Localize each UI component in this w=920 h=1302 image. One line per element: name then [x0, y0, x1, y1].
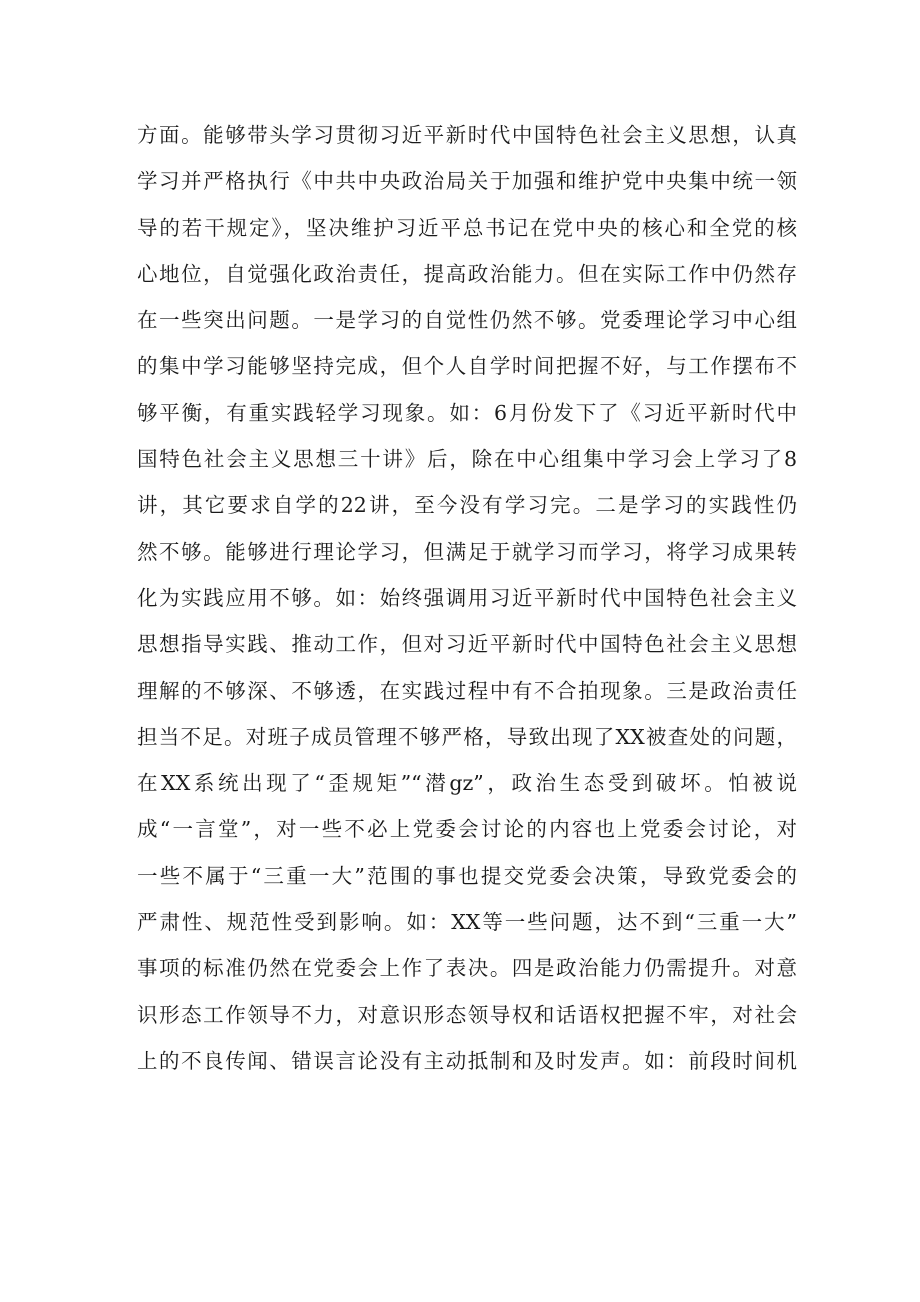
text-line: 担当不足。对班子成员管理不够严格，导致出现了XX被查处的问题，: [137, 724, 797, 749]
text-line: 在一些突出问题。一是学习的自觉性仍然不够。党委理论学习中心组: [137, 308, 797, 333]
body-paragraph: [137, 112, 797, 1084]
text-line: 的集中学习能够坚持完成，但个人自学时间把握不好，与工作摆布不: [137, 354, 797, 379]
text-line: 一些不属于“三重一大”范围的事也提交党委会决策，导致党委会的: [137, 863, 797, 888]
text-line: 够平衡，有重实践轻学习现象。如：6月份发下了《习近平新时代中: [137, 400, 797, 425]
text-line: 在XX系统出现了“歪规矩”“潜gz”，政治生态受到破坏。怕被说: [137, 771, 797, 796]
text-line: 然不够。能够进行理论学习，但满足于就学习而学习，将学习成果转: [137, 539, 797, 564]
text-line: 方面。能够带头学习贯彻习近平新时代中国特色社会主义思想，认真: [137, 123, 797, 147]
text-line: 思想指导实践、推动工作，但对习近平新时代中国特色社会主义思想: [137, 632, 797, 657]
text-line: 学习并严格执行《中共中央政治局关于加强和维护党中央集中统一领: [137, 169, 797, 194]
text-line: 严肃性、规范性受到影响。如：XX等一些问题，达不到“三重一大”: [137, 910, 797, 935]
text-line: 心地位，自觉强化政治责任，提高政治能力。但在实际工作中仍然存: [137, 261, 797, 286]
text-line: 讲，其它要求自学的22讲，至今没有学习完。二是学习的实践性仍: [137, 493, 797, 518]
text-line: 国特色社会主义思想三十讲》后，除在中心组集中学习会上学习了8: [137, 447, 797, 472]
text-line: 化为实践应用不够。如：始终强调用习近平新时代中国特色社会主义: [137, 585, 797, 610]
text-line: 导的若干规定》，坚决维护习近平总书记在党中央的核心和全党的核: [137, 215, 797, 240]
text-line: 上的不良传闻、错误言论没有主动抵制和及时发声。如：前段时间机: [137, 1048, 797, 1073]
text-line: 识形态工作领导不力，对意识形态领导权和话语权把握不牢，对社会: [137, 1002, 797, 1027]
text-line: 理解的不够深、不够透，在实践过程中有不合拍现象。三是政治责任: [137, 678, 797, 703]
text-line: 成“一言堂”，对一些不必上党委会讨论的内容也上党委会讨论，对: [137, 817, 797, 842]
text-line: 事项的标准仍然在党委会上作了表决。四是政治能力仍需提升。对意: [137, 956, 797, 981]
